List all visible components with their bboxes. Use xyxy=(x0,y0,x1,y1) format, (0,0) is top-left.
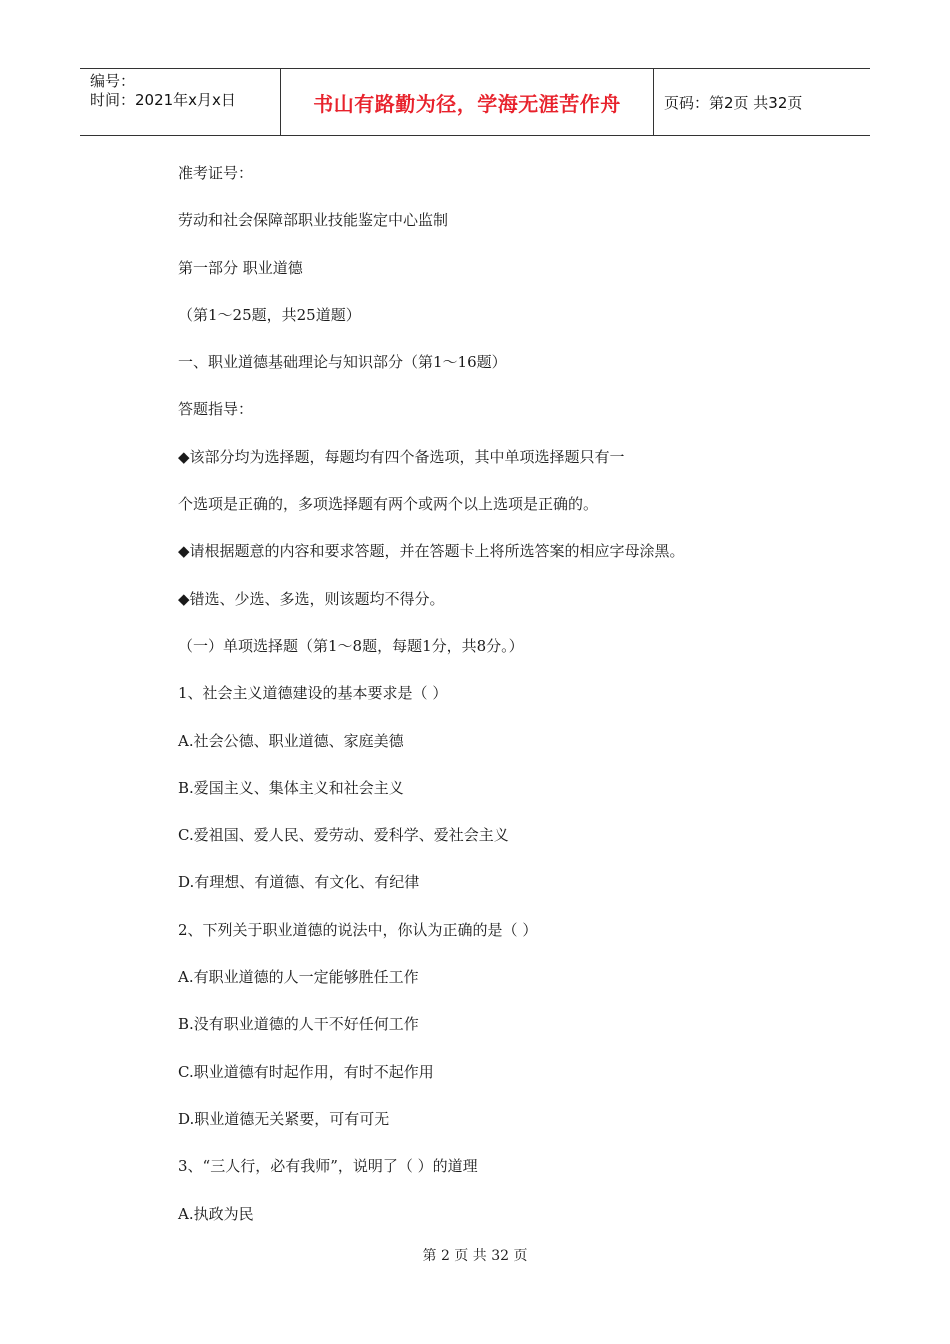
page-header xyxy=(80,68,870,136)
text-line: 1、社会主义道德建设的基本要求是（ ） xyxy=(178,684,448,703)
text-line: ◆请根据题意的内容和要求答题，并在答题卡上将所选答案的相应字母涂黑。 xyxy=(178,542,685,561)
text-line: 劳动和社会保障部职业技能鉴定中心监制 xyxy=(178,211,449,230)
header-meta xyxy=(80,69,281,135)
text-line: ◆错选、少选、多选，则该题均不得分。 xyxy=(178,589,445,608)
text-line: A.执政为民 xyxy=(178,1204,254,1223)
page-footer: 第 2 页 共 32 页 xyxy=(422,1248,528,1264)
text-line: A.有职业道德的人一定能够胜任工作 xyxy=(178,968,419,987)
text-line: 第一部分 职业道德 xyxy=(178,258,303,277)
text-line: 个选项是正确的，多项选择题有两个或两个以上选项是正确的。 xyxy=(178,495,599,514)
text-line: D.职业道德无关紧要，可有可无 xyxy=(178,1109,390,1128)
text-line: B.没有职业道德的人干不好任何工作 xyxy=(178,1015,419,1034)
header-page-info: 页码：第2页 共32页 xyxy=(664,93,803,112)
document-number-label: 编号： xyxy=(90,72,136,90)
text-line: 一、职业道德基础理论与知识部分（第1～16题） xyxy=(178,353,507,372)
text-line: 2、下列关于职业道德的说法中，你认为正确的是（ ） xyxy=(178,920,538,939)
document-body xyxy=(178,150,858,1238)
text-line: 准考证号： xyxy=(178,164,254,182)
header-motto: 书山有路勤为径，学海无涯苦作舟 xyxy=(281,69,654,135)
text-line: A.社会公德、职业道德、家庭美德 xyxy=(178,731,404,750)
text-line: 答题指导： xyxy=(178,400,254,419)
text-line: 3、“三人行，必有我师”，说明了（ ）的道理 xyxy=(178,1157,478,1176)
text-line: B.爱国主义、集体主义和社会主义 xyxy=(178,778,404,797)
document-date: 时间：2021年x月x日 xyxy=(90,91,236,109)
text-line: C.爱祖国、爱人民、爱劳动、爱科学、爱社会主义 xyxy=(178,826,509,845)
text-line: （第1～25题，共25道题） xyxy=(178,305,361,324)
text-line: D.有理想、有道德、有文化、有纪律 xyxy=(178,873,420,892)
text-line: （一）单项选择题（第1～8题，每题1分，共8分。） xyxy=(178,636,524,655)
text-line: ◆该部分均为选择题，每题均有四个备选项，其中单项选择题只有一 xyxy=(178,447,625,466)
text-line: C.职业道德有时起作用，有时不起作用 xyxy=(178,1062,434,1081)
